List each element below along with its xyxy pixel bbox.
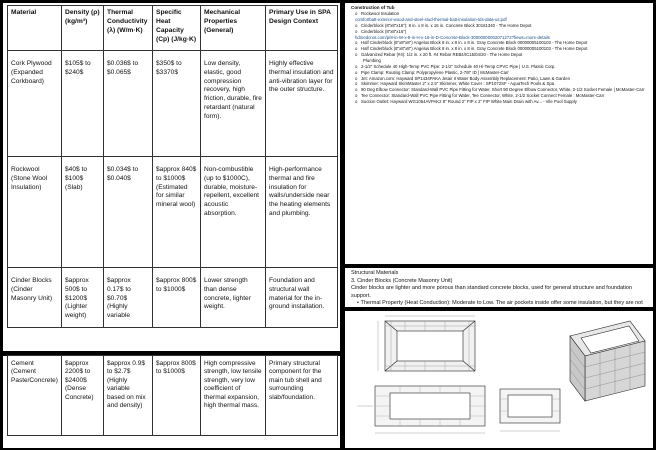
list-item-text: Galvanized Rebar (#4): 1/2 in. x 20 ft. #4 Rebar REB4/IC15/04/20 - The Home Depot (361, 52, 523, 58)
bullet-marker: o (355, 93, 358, 99)
bullet-marker: o (355, 11, 358, 17)
section-heading: Structural Materials (351, 270, 399, 276)
materials-table (7, 5, 338, 328)
header-cell: Primary Use in SPA Design Context (266, 6, 338, 51)
table-cell: $approx 500$ to $1200$ (Lighter weight) (62, 268, 104, 328)
list-item-text: Cinderblock (8"x8"x16") (361, 28, 407, 34)
materials-table-continued (7, 355, 338, 436)
materials-table-continued-panel (3, 356, 340, 448)
table-cell: Cinder Blocks (Cinder Masonry Unit) (8, 268, 62, 328)
list-item-text: Suction Outlet: Hayward WG1054AVPAK2 8" Round 2" FIP x 2" FIP White Main Drain with Av... - Vile Pool Supply (361, 98, 577, 104)
cad-drawing (345, 311, 653, 448)
bullet-marker: o (355, 75, 358, 81)
list-item-text: 90 Deg Elbow Connector: Standard-Wall PVC Pipe Fitting for Water, Short 90 Degree Elbow Connector, White, 2-1/2 Socket Female | McMaster-Carr (361, 87, 645, 93)
table-cell: $350$ to $3370$ (153, 51, 201, 157)
list-item-text: 2-1/2" Schedule 40 High-Temp PVC Pipe: 2-1/2" Schedule 40 Hi-Temp CPVC Pipe | U.S. Plastic Corp. (361, 63, 556, 69)
list-items (351, 11, 649, 105)
list-item-text: Half Cinderblock (8"x8"x8") Angelus Block 8 in. x 8 in. x 8 in. Gray Concrete Block 00000005100103 - The Home Depot (361, 46, 588, 52)
table-row (8, 356, 338, 436)
list-item-text: Pipe Clamp: Routing Clamp: Polypropylene Plastic, 2-7/8" ID | McMaster-Carr (361, 69, 509, 75)
bullet-marker: o (355, 69, 358, 75)
header-cell: Thermal Conductivity (λ) (W/m·K) (104, 6, 153, 51)
table-row (8, 268, 338, 328)
list-item-text: Half Cinderblock (8"x8"x8") Angelus Block 8 in. x 8 in. x 8 in. Gray Concrete Block 00000005100103 - The Home Depot (361, 40, 588, 46)
isometric-view (570, 321, 645, 401)
bullet-marker: o (355, 63, 358, 69)
table-cell: Rockwool (Stone Wool Insulation) (8, 157, 62, 268)
list-item-text: Rockwool Insulation (361, 11, 400, 17)
table-cell: $105$ to $240$ (62, 51, 104, 157)
table-cell: $0.034$ to $0.040$ (104, 157, 153, 268)
structural-materials-panel (345, 268, 653, 307)
header-cell: Mechanical Properties (General) (201, 6, 266, 51)
construction-list (345, 3, 653, 105)
header-cell: Density (ρ) (kg/m³) (62, 6, 104, 51)
plan-view (378, 316, 475, 371)
header-cell: Specific Heat Capacity (Cp) (J/kg·K) (153, 6, 201, 51)
construction-list-panel (345, 3, 653, 264)
table-header-row (8, 6, 338, 51)
bullet-text: Thermal Property (Heat Conduction): Moderate to Low. The air pockets inside offer some insulation, but they are not (360, 300, 643, 307)
list-item-text: Jet: Amazon.com: Hayward SP1434PAKA Jetair II Water Body Assembly Replacement: Patio, Lawn & Garden (361, 75, 570, 81)
table-cell: Foundation and structural wall material for the in-ground installation. (266, 268, 338, 328)
table-cell: $approx 2200$ to $2400$ (Dense Concrete) (62, 356, 104, 436)
bullet-marker: o (355, 46, 358, 52)
bullet-item: • Thermal Property (Heat Conduction): Moderate to Low. The air pockets inside offer some insulation, but they are not (351, 300, 647, 323)
table-cell: $approx 840$ to $1000$ (Estimated for similar mineral wool) (153, 157, 201, 268)
table-cell: $40$ to $100$ (Slab) (62, 157, 104, 268)
section-subheading: 3. Cinder Blocks (Concrete Masonry Unit) (351, 277, 453, 284)
bullet-marker: o (355, 52, 358, 58)
table-cell: Primary structural component for the main tub shell and surrounding slab/foundation. (266, 356, 338, 436)
list-title: Construction of Tub (351, 5, 395, 10)
table-cell: Lower strength than dense concrete, lighter weight. (201, 268, 266, 328)
table-cell: $approx 800$ to $1000$ (153, 356, 201, 436)
bullet-marker: o (355, 28, 358, 34)
table-cell: Cork Plywood (Expanded Corkboard) (8, 51, 62, 157)
cad-drawing-panel (345, 311, 653, 448)
table-cell: Highly effective thermal insulation and anti-vibration layer for the outer structure. (266, 51, 338, 157)
list-item-text: Tee Connector: Standard-Wall PVC Pipe Fitting for Water, Tee Connector, White, 2-1/2 Socket Connect Female : McMaster-Carr (361, 93, 605, 99)
table-cell: $approx 800$ to $1000$ (153, 268, 201, 328)
table-cell: High compressive strength, low tensile strength, very low coefficient of thermal expansion, high thermal mass. (201, 356, 266, 436)
list-item-text: Plumbing (363, 57, 381, 63)
materials-table-panel (3, 3, 340, 351)
bullet-marker: o (355, 22, 358, 28)
list-item-text[interactable]: hdmedcnot.com/p/8-in-W-x-8-in-H-x-16-in-D-Concrete-Block-30000000002071272?fiews=more-details (355, 34, 550, 40)
list-item (351, 99, 649, 105)
header-cell: Material (8, 6, 62, 51)
bullet-marker: o (355, 98, 358, 104)
list-item-text: Cinderblock (8"x8"x16"): 8 in. x 8 in. x 16 in. Concrete Block 30161340 - The Home Depot (361, 22, 532, 28)
table-cell: Low density, elastic, good compression recovery, high friction, durable, fire retardant (natural form). (201, 51, 266, 157)
front-elevation (357, 386, 485, 433)
section-intro: Cinder blocks are lighter and more porous than standard concrete blocks, used for general structure and foundation support. (351, 285, 632, 299)
table-cell: Cement (Cement Paste/Concrete) (8, 356, 62, 436)
list-item-text: Skimmer: Hayward SkimMaster 2" x 2.5" Skimmer, White Cover : SP1072SF - AquaTech Pools & Spa (361, 81, 555, 87)
table-cell: $approx 0.17$ to $0.70$ (Highly variable (104, 268, 153, 328)
bullet-marker: o (355, 40, 358, 46)
table-cell: $0.036$ to $0.065$ (104, 51, 153, 157)
table-cell: Non-combustible (up to $1000C), durable, moisture-repellent, excellent acoustic absorption. (201, 157, 266, 268)
bullet-marker: o (355, 87, 358, 93)
list-item-text[interactable]: comfortbatt-exterior-wood-and-steel-stud-thermal-batt-insulation-tds-data-us.pdf (355, 17, 507, 23)
table-row (8, 51, 338, 157)
table-row (8, 157, 338, 268)
bullet-marker: o (355, 81, 358, 87)
table-cell: $approx 0.9$ to $2.7$ (Highly variable based on mix and density) (104, 356, 153, 436)
table-cell: High-performance thermal and fire insulation for walls/underside near the heating elements and plumbing. (266, 157, 338, 268)
side-elevation (500, 389, 560, 431)
